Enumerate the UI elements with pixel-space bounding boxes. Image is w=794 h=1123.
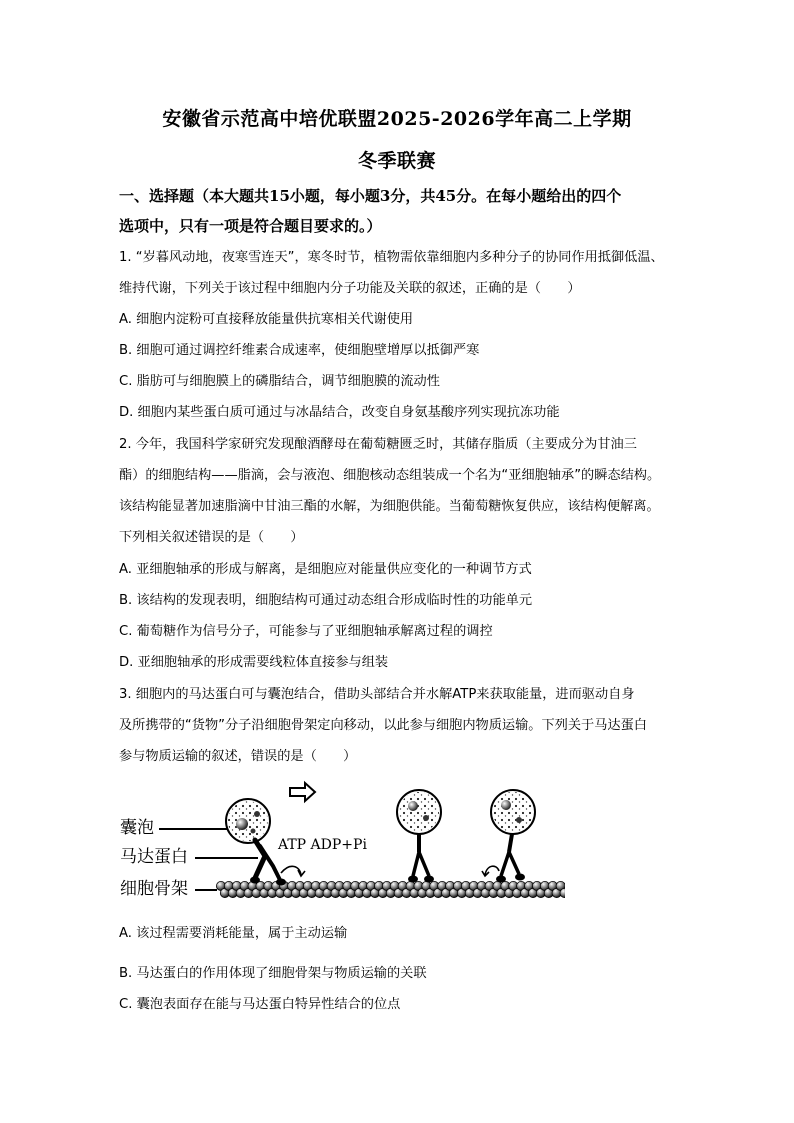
motor-protein-label: 马达蛋白 <box>120 847 188 867</box>
right-arrow-icon <box>290 783 315 801</box>
vesicle-3 <box>491 790 535 834</box>
cytoskeleton <box>216 881 565 897</box>
atp-adp-label: ATP ADP+Pi <box>278 837 367 853</box>
vesicle-2 <box>397 790 441 834</box>
q1-option-c: C. 脂肪可与细胞膜上的磷脂结合，调节细胞膜的流动性 <box>119 374 440 389</box>
q2-stem-line3: 该结构能显著加速脂滴中甘油三酯的水解，为细胞供能。当葡萄糖恢复供应，该结构便解离。 <box>119 499 660 514</box>
vesicle-label: 囊泡 <box>120 818 154 838</box>
exam-subtitle: 冬季联赛 <box>357 150 436 172</box>
q2-stem-line4: 下列相关叙述错误的是（ ） <box>119 530 304 545</box>
q1-stem-line2: 维持代谢，下列关于该过程中细胞内分子功能及关联的叙述，正确的是（ ） <box>119 281 581 296</box>
q2-option-c: C. 葡萄糖作为信号分子，可能参与了亚细胞轴承解离过程的调控 <box>119 624 493 639</box>
q2-stem-line1: 2. 今年，我国科学家研究发现酿酒酵母在葡萄糖匮乏时，其储存脂质（主要成分为甘油三 <box>119 437 637 452</box>
q2-option-a: A. 亚细胞轴承的形成与解离，是细胞应对能量供应变化的一种调节方式 <box>119 562 532 577</box>
q1-option-b: B. 细胞可通过调控纤维素合成速率，使细胞壁增厚以抵御严寒 <box>119 343 480 358</box>
q1-option-a: A. 细胞内淀粉可直接释放能量供抗寒相关代谢使用 <box>119 312 414 327</box>
section-heading-line2: 选项中，只有一项是符合题目要求的。） <box>119 217 382 235</box>
vesicle-1 <box>226 799 270 843</box>
motor-protein-3 <box>482 834 525 883</box>
cytoskeleton-label: 细胞骨架 <box>120 879 188 899</box>
q2-option-d: D. 亚细胞轴承的形成需要线粒体直接参与组装 <box>119 655 389 670</box>
q3-stem-line1: 3. 细胞内的马达蛋白可与囊泡结合，借助头部结合并水解ATP来获取能量，进而驱动自身 <box>119 687 635 702</box>
q1-stem-line1: 1. “岁暮风动地，夜寒雪连天”，寒冬时节，植物需依靠细胞内多种分子的协同作用抵御低温、 <box>119 250 664 265</box>
q3-option-c: C. 囊泡表面存在能与马达蛋白特异性结合的位点 <box>119 997 401 1012</box>
q3-stem-line2: 及所携带的“货物”分子沿细胞骨架定向移动，以此参与细胞内物质运输。下列关于马达蛋白 <box>119 718 647 733</box>
q2-option-b: B. 该结构的发现表明，细胞结构可通过动态组合形成临时性的功能单元 <box>119 593 533 608</box>
q1-option-d: D. 细胞内某些蛋白质可通过与冰晶结合，改变自身氨基酸序列实现抗冻功能 <box>119 405 560 420</box>
q3-stem-line3: 参与物质运输的叙述，错误的是（ ） <box>119 749 357 764</box>
motor-protein-2 <box>408 834 434 883</box>
exam-title: 安徽省示范高中培优联盟2025-2026学年高二上学期 <box>162 108 632 130</box>
q3-option-a: A. 该过程需要消耗能量，属于主动运输 <box>119 926 348 941</box>
q2-stem-line2: 酯）的细胞结构——脂滴，会与液泡、细胞核动态组装成一个名为“亚细胞轴承”的瞬态结构。 <box>119 468 661 483</box>
q3-option-b: B. 马达蛋白的作用体现了细胞骨架与物质运输的关联 <box>119 966 427 981</box>
motor-protein-figure <box>115 776 565 911</box>
section-heading-line1: 一、选择题（本大题共15小题，每小题3分，共45分。在每小题给出的四个 <box>119 187 622 205</box>
